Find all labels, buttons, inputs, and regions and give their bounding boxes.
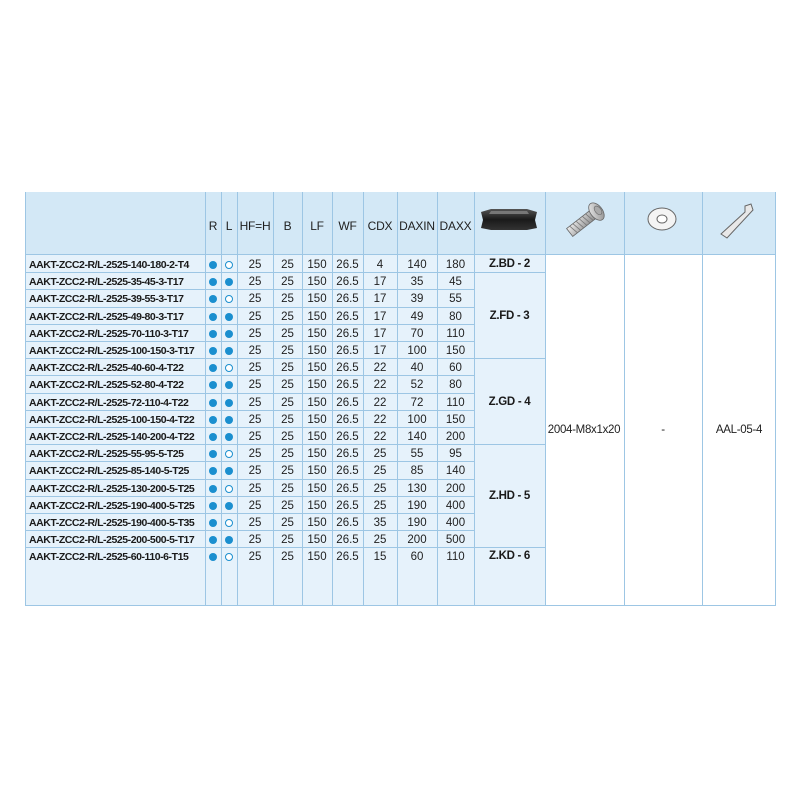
- cell-b: 25: [281, 345, 294, 357]
- cell-lf: 150: [307, 310, 327, 323]
- table-row: [25, 462, 545, 480]
- right-hand-availability-filled-dot: [209, 381, 217, 389]
- cell-lf: 150: [307, 379, 327, 392]
- right-hand-availability-filled-dot: [209, 433, 217, 441]
- left-hand-availability-filled-dot: [225, 347, 233, 355]
- cell-b: 25: [281, 259, 294, 271]
- holder-code: AAKT-ZCC2-R/L-2525-39-55-3-T17: [29, 293, 184, 306]
- right-hand-availability-filled-dot: [209, 330, 217, 338]
- right-hand-availability-filled-dot: [209, 450, 217, 458]
- right-hand-availability-filled-dot: [209, 261, 217, 269]
- table-row: [25, 342, 545, 360]
- cell-b: 25: [281, 448, 294, 461]
- cell-daxin: 39: [410, 293, 424, 306]
- hex-key-icon: [715, 200, 761, 245]
- table-row: [25, 359, 545, 377]
- cell-lf: 150: [307, 465, 327, 478]
- cell-daxx: 110: [446, 396, 465, 409]
- table-row: [25, 273, 545, 291]
- cell-b: 25: [281, 431, 294, 443]
- table-row: [25, 411, 545, 429]
- holder-code: AAKT-ZCC2-R/L-2525-70-110-3-T17: [29, 327, 189, 340]
- insert-group-label: Z.BD - 2: [488, 258, 531, 270]
- table-row: [25, 548, 545, 566]
- table-row: [25, 308, 545, 326]
- cell-lf: 150: [307, 345, 327, 357]
- cell-daxx: 500: [445, 534, 466, 547]
- cell-daxin: 49: [410, 310, 424, 323]
- grooving-insert-icon: [477, 206, 541, 237]
- cell-cdx: 4: [376, 259, 384, 271]
- holder-code: AAKT-ZCC2-R/L-2525-55-95-5-T25: [29, 448, 184, 461]
- cell-wf: 26.5: [336, 259, 359, 271]
- cell-hf: 25: [248, 396, 262, 409]
- cell-daxin: 140: [407, 431, 427, 443]
- right-hand-availability-filled-dot: [209, 278, 217, 286]
- cell-cdx: 22: [373, 362, 387, 375]
- cell-cdx: 35: [373, 517, 387, 529]
- holder-code: AAKT-ZCC2-R/L-2525-60-110-6-T15: [29, 551, 189, 564]
- column-header-cdx: CDX: [367, 219, 393, 233]
- cell-wf: 26.5: [336, 379, 359, 392]
- holder-code: AAKT-ZCC2-R/L-2525-49-80-3-T17: [29, 310, 184, 323]
- column-header-daxx: DAXX: [439, 219, 472, 233]
- holder-code: AAKT-ZCC2-R/L-2525-200-500-5-T17: [29, 534, 195, 547]
- column-header-hf: HF=H: [239, 219, 271, 233]
- left-hand-availability-filled-dot: [225, 536, 233, 544]
- cell-daxin: 200: [407, 534, 427, 547]
- cell-daxx: 140: [445, 465, 466, 478]
- cell-daxin: 35: [410, 276, 424, 289]
- left-hand-availability-empty-dot: [225, 261, 233, 269]
- holder-code: AAKT-ZCC2-R/L-2525-140-200-4-T22: [29, 431, 195, 443]
- cell-daxin: 70: [410, 327, 424, 340]
- cell-wf: 26.5: [336, 396, 359, 409]
- holder-code: AAKT-ZCC2-R/L-2525-35-45-3-T17: [29, 276, 184, 289]
- cell-hf: 25: [248, 517, 262, 529]
- cell-hf: 25: [248, 293, 262, 306]
- holder-code: AAKT-ZCC2-R/L-2525-140-180-2-T4: [29, 259, 189, 271]
- cell-hf: 25: [248, 551, 262, 564]
- cell-cdx: 25: [373, 482, 387, 495]
- cell-cdx: 17: [373, 276, 387, 289]
- holder-code: AAKT-ZCC2-R/L-2525-130-200-5-T25: [29, 482, 195, 495]
- right-hand-availability-filled-dot: [209, 313, 217, 321]
- cell-daxin: 100: [407, 413, 427, 426]
- cell-cdx: 25: [373, 499, 387, 512]
- holder-code: AAKT-ZCC2-R/L-2525-52-80-4-T22: [29, 379, 184, 392]
- cell-daxin: 40: [410, 362, 424, 375]
- holder-code: AAKT-ZCC2-R/L-2525-85-140-5-T25: [29, 465, 189, 478]
- table-row: [25, 290, 545, 308]
- cell-daxin: 130: [407, 482, 427, 495]
- holder-code: AAKT-ZCC2-R/L-2525-40-60-4-T22: [29, 362, 184, 375]
- cell-lf: 150: [307, 431, 327, 443]
- cell-cdx: 15: [373, 551, 387, 564]
- cell-lf: 150: [307, 517, 327, 529]
- cell-cdx: 22: [373, 379, 387, 392]
- cell-daxx: 55: [449, 293, 462, 306]
- left-hand-availability-filled-dot: [225, 416, 233, 424]
- cell-daxin: 55: [410, 448, 424, 461]
- left-hand-availability-empty-dot: [225, 519, 233, 527]
- right-hand-availability-filled-dot: [209, 502, 217, 510]
- cell-cdx: 22: [373, 431, 387, 443]
- cell-lf: 150: [307, 551, 327, 564]
- cell-wf: 26.5: [336, 534, 359, 547]
- cell-hf: 25: [248, 534, 262, 547]
- wrench-part-number: AAL-05-4: [715, 424, 763, 436]
- holder-code: AAKT-ZCC2-R/L-2525-100-150-4-T22: [29, 413, 195, 426]
- column-header-daxin: DAXIN: [399, 219, 435, 233]
- cell-wf: 26.5: [336, 362, 359, 375]
- right-hand-availability-filled-dot: [209, 536, 217, 544]
- cell-daxx: 80: [449, 379, 462, 392]
- cell-cdx: 17: [373, 310, 387, 323]
- cell-b: 25: [281, 327, 294, 340]
- cell-daxx: 95: [449, 448, 462, 461]
- left-hand-availability-filled-dot: [225, 467, 233, 475]
- left-hand-availability-empty-dot: [225, 295, 233, 303]
- cell-b: 25: [281, 413, 294, 426]
- cell-hf: 25: [248, 482, 262, 495]
- table-row: [25, 514, 545, 532]
- right-hand-availability-filled-dot: [209, 467, 217, 475]
- tool-holder-table: [25, 192, 776, 606]
- holder-code: AAKT-ZCC2-R/L-2525-190-400-5-T25: [29, 499, 195, 512]
- cell-hf: 25: [248, 345, 262, 357]
- cell-lf: 150: [307, 293, 327, 306]
- holder-code: AAKT-ZCC2-R/L-2525-72-110-4-T22: [29, 396, 189, 409]
- insert-group-label: Z.GD - 4: [488, 396, 531, 409]
- right-hand-availability-filled-dot: [209, 519, 217, 527]
- cell-b: 25: [281, 310, 294, 323]
- cell-lf: 150: [307, 327, 327, 340]
- table-row: [25, 445, 545, 463]
- cell-b: 25: [281, 276, 294, 289]
- cell-wf: 26.5: [336, 413, 359, 426]
- cell-daxx: 200: [445, 482, 466, 495]
- left-hand-availability-empty-dot: [225, 485, 233, 493]
- cell-wf: 26.5: [336, 327, 359, 340]
- cell-lf: 150: [307, 482, 327, 495]
- cell-lf: 150: [307, 499, 327, 512]
- cell-wf: 26.5: [336, 551, 359, 564]
- cell-wf: 26.5: [336, 345, 359, 357]
- cell-daxin: 52: [410, 379, 424, 392]
- column-header-lf: LF: [310, 219, 324, 233]
- cell-hf: 25: [248, 379, 262, 392]
- left-hand-availability-empty-dot: [225, 450, 233, 458]
- cell-b: 25: [281, 396, 294, 409]
- right-hand-availability-filled-dot: [209, 364, 217, 372]
- left-hand-availability-filled-dot: [225, 330, 233, 338]
- column-header-b: B: [283, 219, 292, 233]
- cell-daxx: 150: [445, 345, 466, 357]
- cell-wf: 26.5: [336, 310, 359, 323]
- cell-lf: 150: [307, 276, 327, 289]
- column-header-l: L: [225, 219, 233, 233]
- cell-lf: 150: [307, 259, 327, 271]
- cell-daxin: 100: [407, 345, 427, 357]
- cell-daxx: 80: [449, 310, 462, 323]
- table-row: [25, 531, 545, 549]
- cell-wf: 26.5: [336, 517, 359, 529]
- cell-lf: 150: [307, 413, 327, 426]
- cell-daxx: 110: [446, 551, 465, 564]
- cell-daxx: 400: [445, 517, 466, 529]
- cell-cdx: 25: [373, 465, 387, 478]
- right-hand-availability-filled-dot: [209, 416, 217, 424]
- cell-b: 25: [281, 482, 294, 495]
- cell-wf: 26.5: [336, 431, 359, 443]
- insert-group-label: Z.KD - 6: [488, 550, 531, 563]
- left-hand-availability-filled-dot: [225, 278, 233, 286]
- column-header-wf: WF: [338, 219, 357, 233]
- cell-hf: 25: [248, 276, 262, 289]
- screw-part-number: 2004-M8x1x20: [547, 424, 621, 436]
- cell-cdx: 25: [373, 534, 387, 547]
- cell-daxin: 60: [410, 551, 424, 564]
- cell-hf: 25: [248, 499, 262, 512]
- left-hand-availability-empty-dot: [225, 364, 233, 372]
- holder-code: AAKT-ZCC2-R/L-2525-190-400-5-T35: [29, 517, 195, 529]
- insert-group-label: Z.FD - 3: [489, 310, 530, 323]
- holder-code: AAKT-ZCC2-R/L-2525-100-150-3-T17: [29, 345, 195, 357]
- table-row: [25, 497, 545, 515]
- screw-icon: [559, 196, 615, 247]
- left-hand-availability-filled-dot: [225, 433, 233, 441]
- column-header-r: R: [208, 219, 218, 233]
- cell-hf: 25: [248, 413, 262, 426]
- cell-b: 25: [281, 551, 294, 564]
- cell-daxx: 400: [445, 499, 466, 512]
- cell-wf: 26.5: [336, 465, 359, 478]
- cell-b: 25: [281, 362, 294, 375]
- cell-lf: 150: [307, 362, 327, 375]
- cell-b: 25: [281, 465, 294, 478]
- right-hand-availability-filled-dot: [209, 485, 217, 493]
- washer-icon: [644, 204, 680, 239]
- cell-daxx: 110: [446, 327, 465, 340]
- cell-lf: 150: [307, 396, 327, 409]
- cell-hf: 25: [248, 431, 262, 443]
- right-hand-availability-filled-dot: [209, 553, 217, 561]
- cell-hf: 25: [248, 310, 262, 323]
- cell-cdx: 25: [373, 448, 387, 461]
- cell-wf: 26.5: [336, 499, 359, 512]
- cell-daxx: 180: [445, 259, 466, 271]
- cell-b: 25: [281, 534, 294, 547]
- insert-group-label: Z.HD - 5: [488, 490, 531, 503]
- cell-wf: 26.5: [336, 448, 359, 461]
- cell-hf: 25: [248, 448, 262, 461]
- table-row: [25, 428, 545, 446]
- right-hand-availability-filled-dot: [209, 295, 217, 303]
- right-hand-availability-filled-dot: [209, 399, 217, 407]
- cell-daxx: 200: [445, 431, 466, 443]
- cell-daxx: 150: [445, 413, 466, 426]
- cell-wf: 26.5: [336, 482, 359, 495]
- cell-daxin: 190: [407, 517, 427, 529]
- cell-wf: 26.5: [336, 276, 359, 289]
- right-hand-availability-filled-dot: [209, 347, 217, 355]
- table-row: [25, 394, 545, 412]
- cell-cdx: 22: [373, 413, 387, 426]
- cell-daxx: 45: [449, 276, 462, 289]
- cell-lf: 150: [307, 534, 327, 547]
- cell-daxin: 140: [407, 259, 427, 271]
- cell-b: 25: [281, 379, 294, 392]
- table-row: [25, 256, 545, 274]
- cell-b: 25: [281, 293, 294, 306]
- table-row: [25, 325, 545, 343]
- left-hand-availability-filled-dot: [225, 313, 233, 321]
- table-row: [25, 376, 545, 394]
- cell-wf: 26.5: [336, 293, 359, 306]
- cell-b: 25: [281, 517, 294, 529]
- cell-hf: 25: [248, 465, 262, 478]
- left-hand-availability-filled-dot: [225, 399, 233, 407]
- cell-lf: 150: [307, 448, 327, 461]
- cell-cdx: 17: [373, 293, 387, 306]
- left-hand-availability-filled-dot: [225, 502, 233, 510]
- cell-daxin: 85: [410, 465, 424, 478]
- cell-hf: 25: [248, 327, 262, 340]
- cell-cdx: 17: [373, 327, 387, 340]
- table-row: [25, 480, 545, 498]
- washer-part-number: -: [661, 424, 665, 436]
- cell-hf: 25: [248, 259, 262, 271]
- cell-cdx: 22: [373, 396, 387, 409]
- left-hand-availability-empty-dot: [225, 553, 233, 561]
- cell-cdx: 17: [373, 345, 387, 357]
- cell-hf: 25: [248, 362, 262, 375]
- cell-b: 25: [281, 499, 294, 512]
- cell-daxin: 190: [407, 499, 427, 512]
- left-hand-availability-filled-dot: [225, 381, 233, 389]
- cell-daxin: 72: [410, 396, 424, 409]
- cell-daxx: 60: [449, 362, 462, 375]
